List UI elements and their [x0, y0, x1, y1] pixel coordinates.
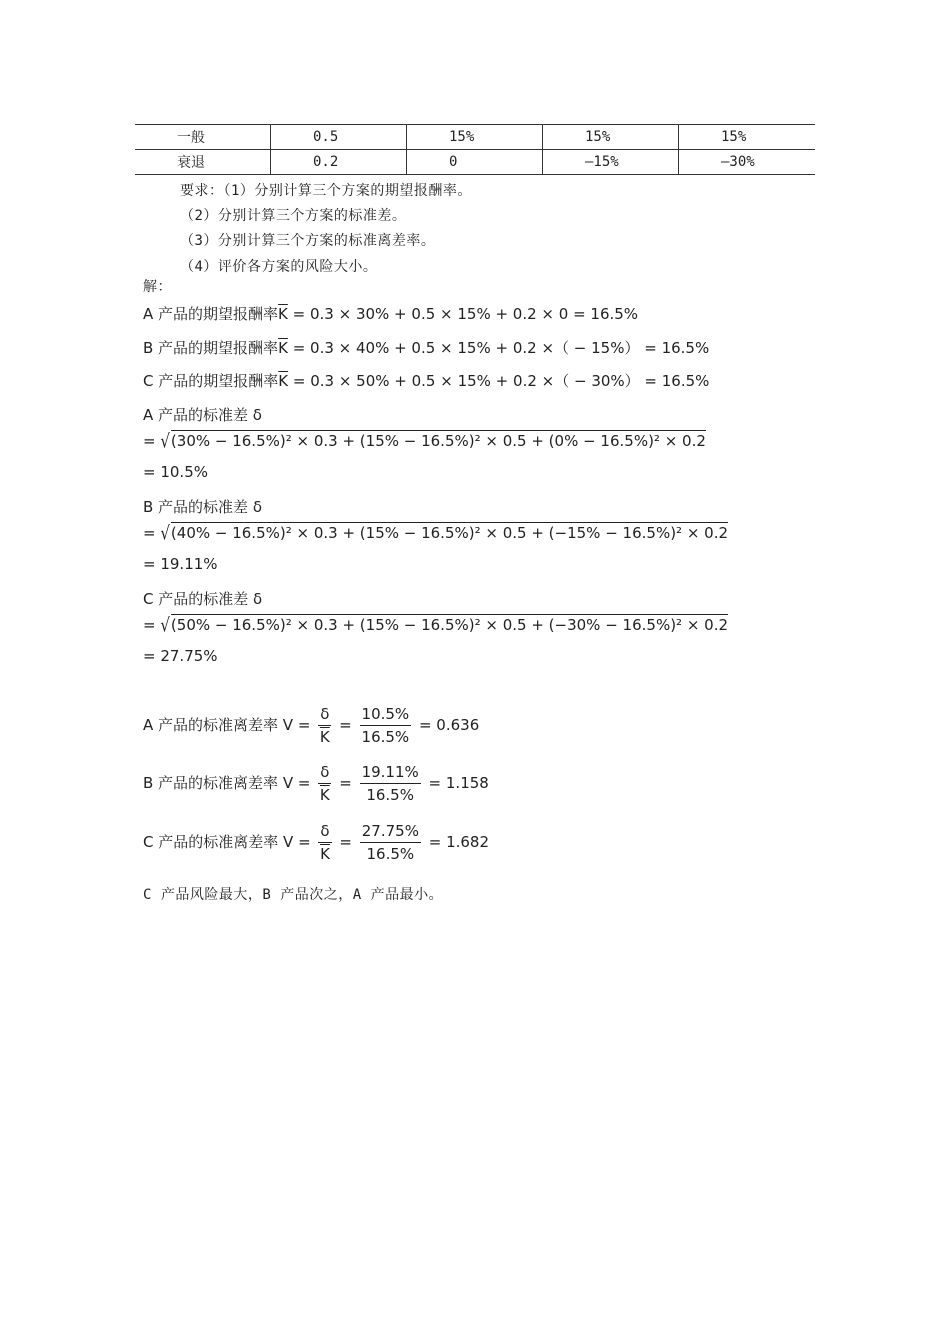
delta-over-k — [318, 763, 331, 804]
std-b-radicand: (40% − 16.5%)² × 0.3 + (15% − 16.5%)² × 0.5 + (−15% − 16.5%)² × 0.2 — [170, 524, 729, 542]
expected-return-a-expr: = 0.3 × 30% + 0.5 × 15% + 0.2 × 0 = 16.5% — [292, 305, 639, 323]
equals-sign: = — [143, 524, 156, 542]
cv-a-fraction — [360, 705, 412, 746]
data-table — [135, 124, 815, 175]
table-cell: 15% — [407, 125, 543, 150]
equals-sign: = — [297, 774, 311, 792]
std-c-label: C 产品的标准差 δ — [143, 590, 263, 608]
std-a-result: = 10.5% — [143, 463, 208, 481]
square-root — [160, 521, 729, 545]
cv-b-label: B 产品的标准离差率 V — [143, 774, 294, 792]
cv-c-fraction — [360, 822, 421, 863]
equals-sign: = — [339, 716, 352, 734]
solution-label: 解： — [143, 279, 172, 295]
std-a-label: A 产品的标准差 δ — [143, 406, 262, 424]
requirement-line-1: 要求：（1）分别计算三个方案的期望报酬率。 — [180, 183, 472, 199]
table-cell: 0.5 — [271, 125, 407, 150]
radical-icon: √ — [160, 613, 170, 637]
k-bar-symbol: $\overline{K}$ — [278, 372, 289, 390]
cv-b-fraction — [360, 763, 421, 804]
table-row — [135, 150, 815, 175]
radical-icon: √ — [160, 429, 170, 453]
cv-c-numerator: 27.75% — [360, 822, 421, 843]
expected-return-b — [143, 337, 709, 358]
delta-symbol: δ — [318, 705, 331, 726]
cv-b — [143, 763, 489, 804]
cv-c-label: C 产品的标准离差率 V — [143, 833, 294, 851]
cv-c — [143, 822, 489, 863]
table-cell: 0.2 — [271, 150, 407, 175]
requirement-line-3: （3）分别计算三个方案的标准离差率。 — [180, 233, 436, 249]
cv-a — [143, 705, 479, 746]
expected-return-c — [143, 370, 709, 391]
expected-return-a-label: A 产品的期望报酬率 — [143, 305, 279, 323]
table-cell: 衰退 — [135, 150, 271, 175]
expected-return-b-label: B 产品的期望报酬率 — [143, 339, 279, 357]
expected-return-c-expr: = 0.3 × 50% + 0.5 × 15% + 0.2 ×（ − 30%） = 16.5% — [292, 372, 710, 390]
table-cell: —15% — [543, 150, 679, 175]
table-cell: —30% — [679, 150, 816, 175]
std-a-radicand: (30% − 16.5%)² × 0.3 + (15% − 16.5%)² × 0.5 + (0% − 16.5%)² × 0.2 — [170, 432, 706, 450]
table-cell: 一般 — [135, 125, 271, 150]
expected-return-c-label: C 产品的期望报酬率 — [143, 372, 279, 390]
delta-symbol: δ — [318, 763, 331, 784]
requirement-line-4: （4）评价各方案的风险大小。 — [180, 259, 378, 275]
equals-sign: = — [339, 833, 352, 851]
radical-icon: √ — [160, 521, 170, 545]
equals-sign: = — [298, 833, 311, 851]
std-a-formula — [143, 429, 706, 453]
expected-return-b-expr: = 0.3 × 40% + 0.5 × 15% + 0.2 ×（ − 15%） = 16.5% — [292, 339, 710, 357]
table-cell: 15% — [679, 125, 816, 150]
k-bar-symbol: $\overline{K}$ — [278, 305, 288, 323]
std-b-formula — [143, 521, 729, 545]
cv-a-denominator: 16.5% — [361, 728, 410, 746]
std-c-radicand: (50% − 16.5%)² × 0.3 + (15% − 16.5%)² × 0.5 + (−30% − 16.5%)² × 0.2 — [170, 616, 729, 634]
table-cell: 15% — [543, 125, 679, 150]
equals-sign: = — [339, 774, 352, 792]
k-bar-symbol: K — [320, 845, 330, 863]
table-row — [135, 125, 815, 150]
cv-a-result: = 0.636 — [418, 716, 480, 734]
equals-sign: = — [143, 616, 156, 634]
std-b-label: B 产品的标准差 δ — [143, 498, 263, 516]
equals-sign: = — [297, 716, 311, 734]
std-c-result: = 27.75% — [143, 647, 218, 665]
k-bar-symbol: K — [319, 728, 330, 746]
expected-return-a — [143, 303, 638, 324]
conclusion: C 产品风险最大，B 产品次之，A 产品最小。 — [143, 887, 444, 903]
cv-a-label: A 产品的标准离差率 V — [143, 716, 294, 734]
equals-sign: = — [143, 432, 156, 450]
requirement-line-2: （2）分别计算三个方案的标准差。 — [180, 208, 407, 224]
delta-over-k — [318, 705, 331, 746]
k-bar-symbol: K — [319, 786, 330, 804]
square-root — [160, 613, 729, 637]
cv-a-numerator: 10.5% — [360, 705, 412, 726]
table-cell: 0 — [407, 150, 543, 175]
square-root — [160, 429, 706, 453]
std-c-formula — [143, 613, 729, 637]
std-b-result: = 19.11% — [143, 555, 218, 573]
delta-over-k — [318, 822, 331, 863]
cv-c-result: = 1.682 — [428, 833, 490, 851]
delta-symbol: δ — [318, 822, 331, 843]
k-bar-symbol: $\overline{K}$ — [278, 339, 288, 357]
cv-b-result: = 1.158 — [428, 774, 489, 792]
cv-b-numerator: 19.11% — [360, 763, 421, 784]
cv-c-denominator: 16.5% — [366, 845, 415, 863]
cv-b-denominator: 16.5% — [366, 786, 414, 804]
